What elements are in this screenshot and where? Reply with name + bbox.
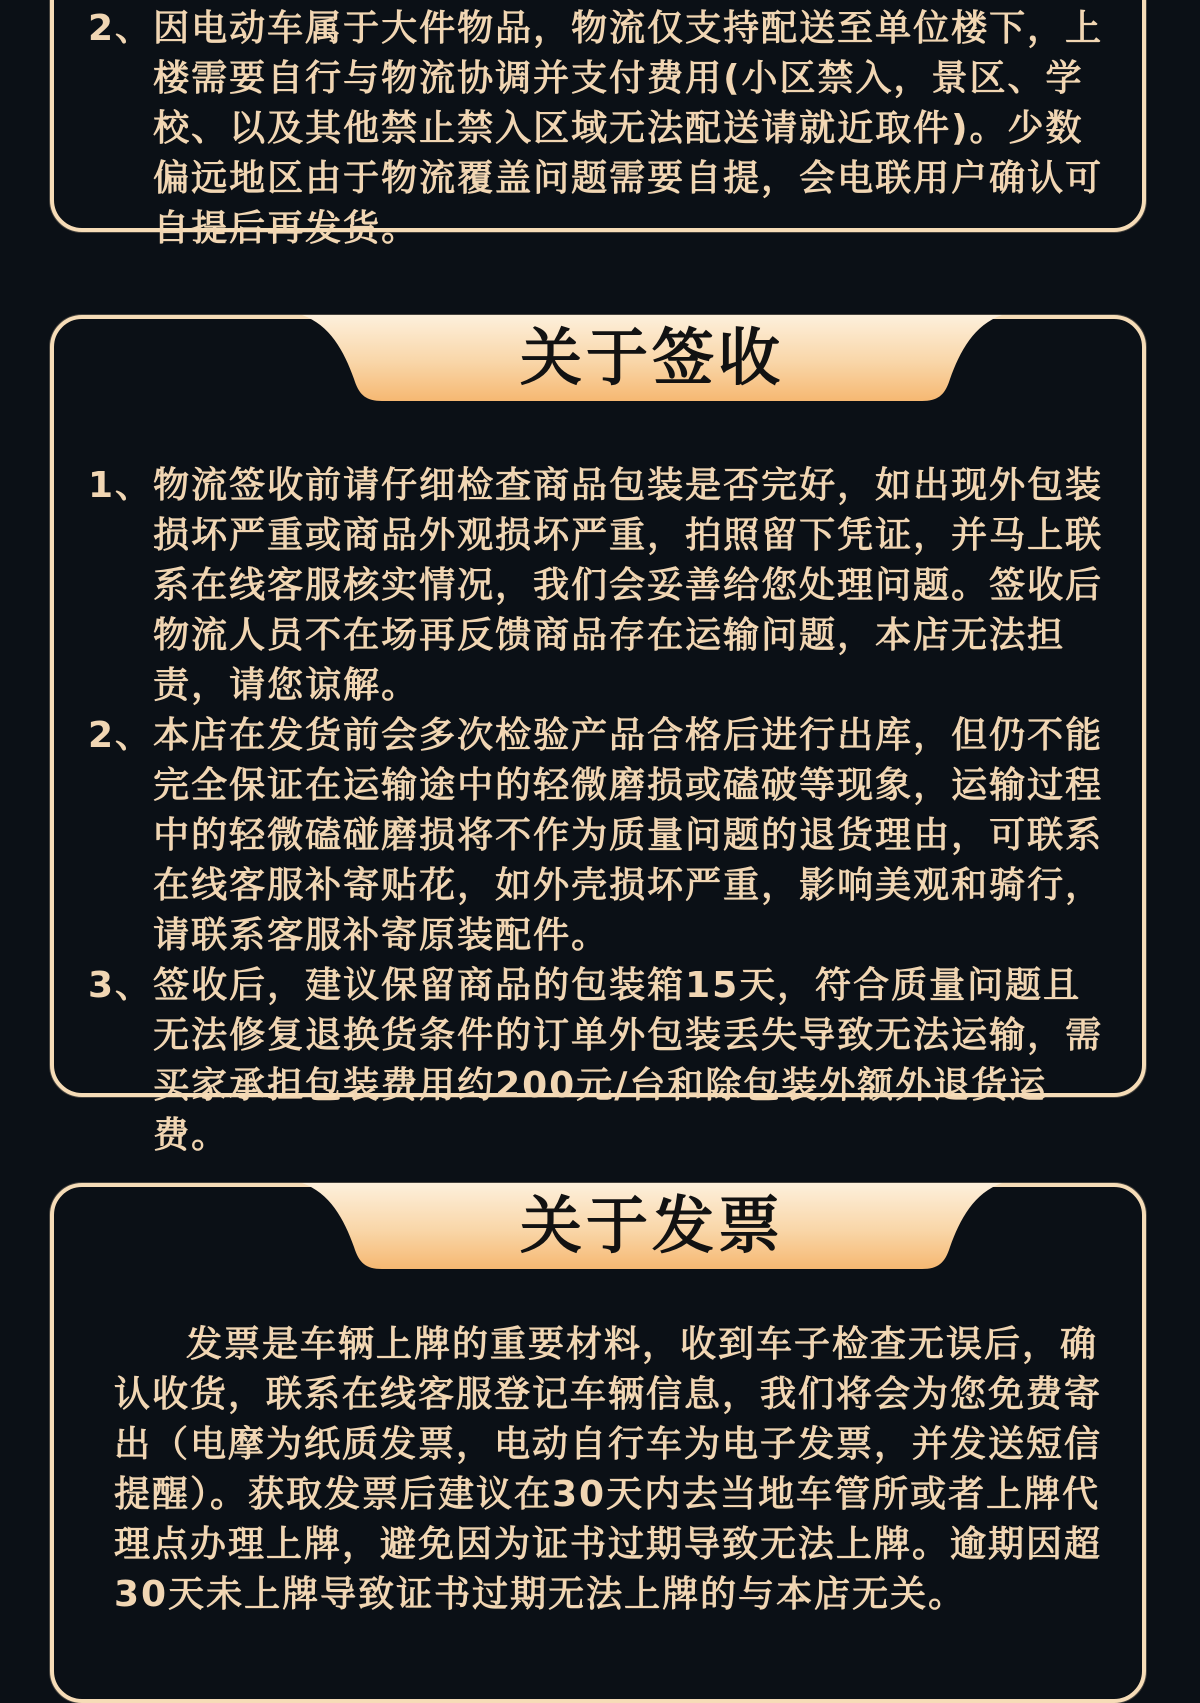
item-number: 2、 bbox=[88, 715, 154, 756]
signing-card bbox=[50, 315, 1146, 1156]
item-number: 3、 bbox=[88, 965, 154, 1006]
invoice-paragraph: 发票是车辆上牌的重要材料，收到车子检查无误后，确认收货，联系在线客服登记车辆信息，我们将会为您免费寄出（电摩为纸质发票，电动自行车为电子发票，并发送短信提醒）。获取发票后建议在30天内去当地车管所或者上牌代理点办理上牌，避免因为证书过期导致无法上牌。逾期因超30天未上牌导致证书过期无法上牌的与本店无关。 bbox=[114, 1324, 1103, 1615]
item-number: 1、 bbox=[88, 465, 154, 506]
signing-list bbox=[88, 461, 1116, 1161]
list-item bbox=[88, 961, 1116, 1161]
list-item bbox=[88, 461, 1116, 711]
item-number: 2、 bbox=[88, 8, 154, 49]
item-text: 签收后，建议保留商品的包装箱15天，符合质量问题且无法修复退换货条件的订单外包装丢失导致无法运输，需买家承担包装费用约200元/台和除包装外额外退货运费。 bbox=[153, 965, 1104, 1156]
invoice-card bbox=[50, 1183, 1146, 1703]
list-item bbox=[88, 4, 1116, 254]
section-ribbon bbox=[302, 1183, 1002, 1271]
item-text: 本店在发货前会多次检验产品合格后进行出库，但仍不能完全保证在运输途中的轻微磨损或磕破等现象，运输过程中的轻微磕碰磨损将不作为质量问题的退货理由，可联系在线客服补寄贴花，如外壳损坏严重，影响美观和骑行，请联系客服补寄原装配件。 bbox=[153, 715, 1104, 956]
shipping-card bbox=[50, 0, 1146, 249]
section-title: 关于签收 bbox=[519, 321, 784, 394]
item-text: 因电动车属于大件物品，物流仅支持配送至单位楼下，上楼需要自行与物流协调并支付费用(小区禁入，景区、学校、以及其他禁止禁入区域无法配送请就近取件)。少数偏远地区由于物流覆盖问题需要自提，会电联用户确认可自提后再发货。 bbox=[153, 8, 1104, 249]
section-ribbon bbox=[302, 315, 1002, 403]
list-item bbox=[88, 711, 1116, 961]
section-title: 关于发票 bbox=[519, 1189, 784, 1262]
item-text: 物流签收前请仔细检查商品包装是否完好，如出现外包装损坏严重或商品外观损坏严重，拍照留下凭证，并马上联系在线客服核实情况，我们会妥善给您处理问题。签收后物流人员不在场再反馈商品存在运输问题，本店无法担责，请您谅解。 bbox=[153, 465, 1104, 706]
shipping-list bbox=[88, 4, 1116, 254]
